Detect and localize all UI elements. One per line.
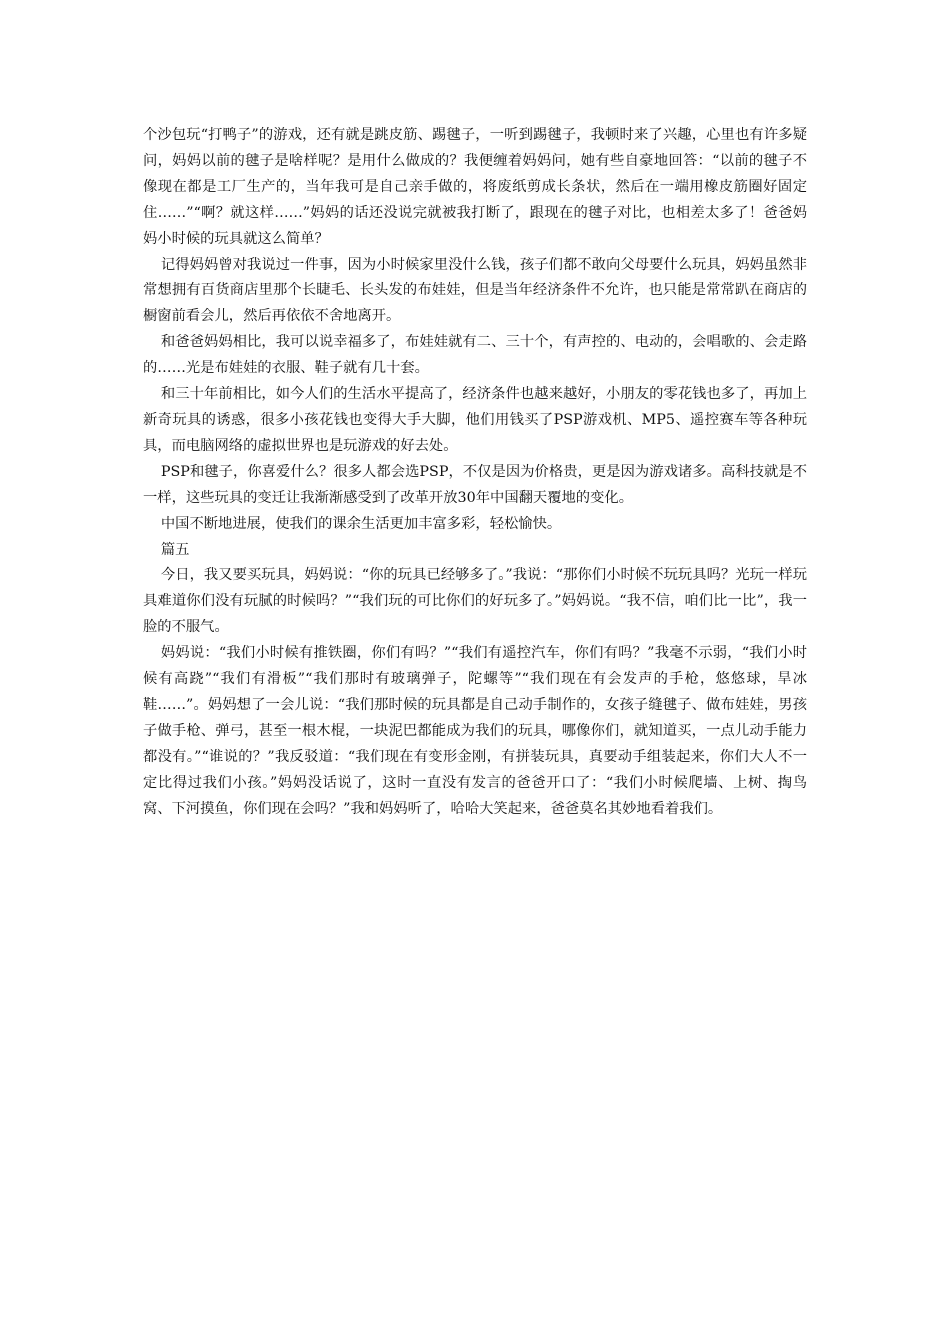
paragraph: 记得妈妈曾对我说过一件事，因为小时候家里没什么钱，孩子们都不敢向父母要什么玩具，妈妈虽然非常想拥有百货商店里那个长睫毛、长头发的布娃娃，但是当年经济条件不允许，也只能是常常趴在商店的橱窗前看会儿，然后再依依不舍地离开。 (143, 256, 807, 325)
section-heading: 篇五 (160, 541, 190, 558)
paragraph: 和三十年前相比，如今人们的生活水平提高了，经济条件也越来越好，小朋友的零花钱也多了，再加上新奇玩具的诱惑，很多小孩花钱也变得大手大脚，他们用钱买了PSP游戏机、MP5、遥控赛车等各种玩具，而电脑网络的虚拟世界也是玩游戏的好去处。 (143, 386, 807, 454)
paragraph-continued: 个沙包玩“打鸭子”的游戏，还有就是跳皮筋、踢毽子，一听到踢毽子，我顿时来了兴趣，心里也有许多疑问，妈妈以前的毽子是啥样呢？是用什么做成的？我便缠着妈妈问，她有些自豪地回答：“以前的毽子不像现在都是工厂生产的，当年我可是自己亲手做的，将废纸剪成长条状，然后在一端用橡皮筋圈好固定住……”“啊？就这样……”妈妈的话还没说完就被我打断了，跟现在的毽子对比，也相差太多了！爸爸妈妈小时候的玩具就这么简单？ (143, 127, 807, 247)
document-body (143, 123, 807, 822)
paragraph: PSP和毽子，你喜爱什么？很多人都会选PSP，不仅是因为价格贵，更是因为游戏诸多。高科技就是不一样，这些玩具的变迁让我渐渐感受到了改革开放30年中国翻天覆地的变化。 (143, 463, 807, 506)
paragraph: 中国不断地进展，使我们的课余生活更加丰富多彩，轻松愉快。 (160, 515, 562, 532)
paragraph: 妈妈说：“我们小时候有推铁圈，你们有吗？”“我们有遥控汽车，你们有吗？”我毫不示弱，“我们小时候有高跷”“我们有滑板”“我们那时有玻璃弹子，陀螺等”“我们现在有会发声的手枪，悠悠球，旱冰鞋……”。妈妈想了一会儿说：“我们那时候的玩具都是自己动手制作的，女孩子缝毽子、做布娃娃，男孩子做手枪、弹弓，甚至一根木棍，一块泥巴都能成为我们的玩具，哪像你们，就知道买，一点儿动手能力都没有。”“谁说的？”我反驳道：“我们现在有变形金刚，有拼装玩具，真要动手组装起来，你们大人不一定比得过我们小孩。”妈妈没话说了，这时一直没有发言的爸爸开口了：“我们小时候爬墙、上树、掏鸟窝、下河摸鱼，你们现在会吗？”我和妈妈听了，哈哈大笑起来，爸爸莫名其妙地看着我们。 (143, 645, 807, 817)
paragraph: 和爸爸妈妈相比，我可以说幸福多了，布娃娃就有二、三十个，有声控的、电动的，会唱歌的、会走路的……光是布娃娃的衣服、鞋子就有几十套。 (143, 334, 807, 377)
paragraph: 今日，我又要买玩具，妈妈说：“你的玩具已经够多了。”我说：“那你们小时候不玩玩具吗？光玩一样玩具难道你们没有玩腻的时候吗？”“我们玩的可比你们的好玩多了。”妈妈说。“我不信，咱们比一比”，我一脸的不服气。 (143, 567, 807, 636)
